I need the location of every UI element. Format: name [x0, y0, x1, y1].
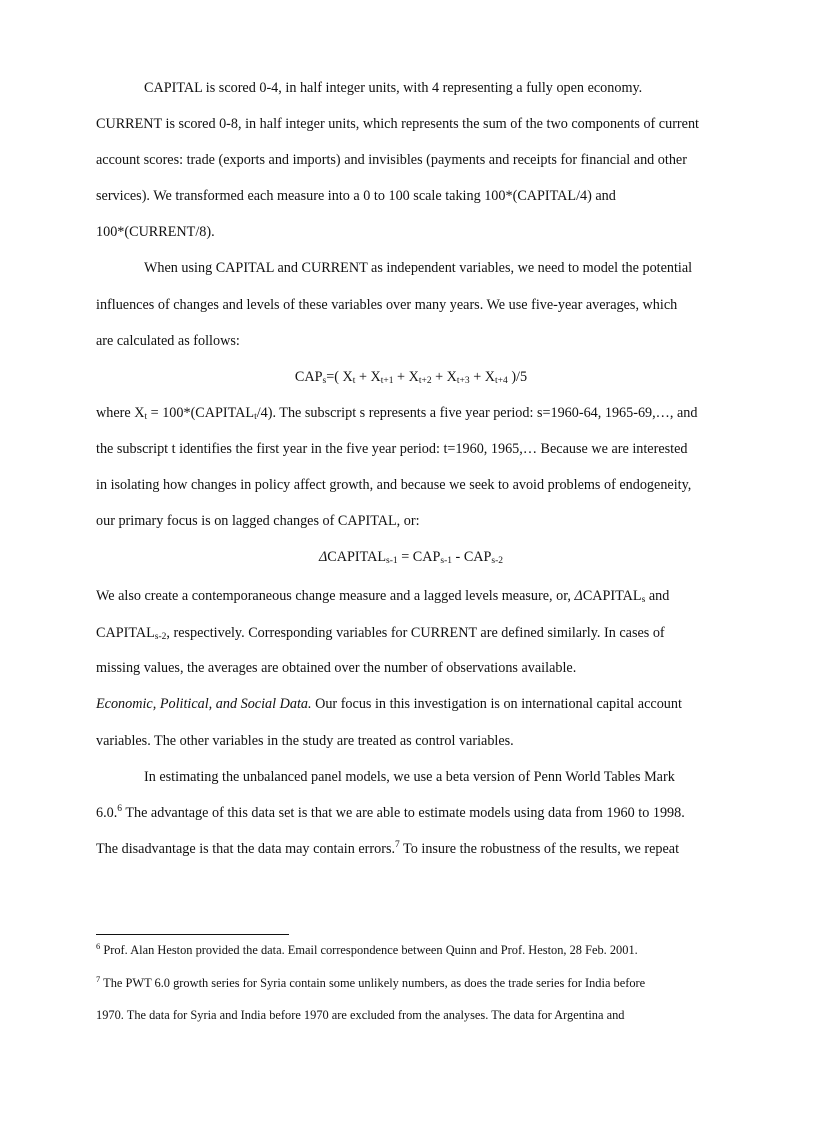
- eq-subscript: s-1: [386, 556, 398, 566]
- body-line: [96, 694, 682, 714]
- body-line: influences of changes and levels of these variables over many years. We use five-year averages, which: [96, 297, 678, 313]
- eq-subscript: t+3: [456, 376, 470, 386]
- body-line: In estimating the unbalanced panel models, we use a beta version of Penn World Tables Mark: [144, 769, 675, 785]
- text-run: The advantage of this data set is that we are able to estimate models using data from 1960 to 1998.: [122, 805, 685, 821]
- body-line: 100*(CURRENT/8).: [96, 224, 215, 240]
- text-run: where X: [96, 405, 145, 421]
- delta-symbol: Δ: [574, 588, 583, 604]
- body-line: in isolating how changes in policy affect growth, and because we seek to avoid problems of endogeneity,: [96, 477, 692, 493]
- eq-text: =( X: [326, 369, 353, 385]
- text-run: CAPITAL: [582, 588, 642, 604]
- eq-text: = CAP: [397, 549, 441, 565]
- body-line: CURRENT is scored 0-8, in half integer units, which represents the sum of the two components of current: [96, 116, 699, 132]
- footnote-6: [96, 941, 638, 959]
- body-line: [96, 403, 697, 423]
- text-run: = 100*(CAPITAL: [147, 405, 255, 421]
- eq-subscript: s-1: [440, 556, 452, 566]
- eq-text: + X: [355, 369, 381, 385]
- footnote-ref: 7: [395, 840, 400, 850]
- body-line: are calculated as follows:: [96, 333, 240, 349]
- subscript: t: [144, 412, 148, 422]
- eq-text: + X: [431, 369, 457, 385]
- body-line: When using CAPITAL and CURRENT as independent variables, we need to model the potential: [144, 260, 693, 276]
- footnote-ref: 6: [117, 804, 123, 814]
- eq-subscript: s: [322, 376, 327, 386]
- text-run: CAPITAL: [96, 625, 155, 641]
- eq-subscript: s-2: [491, 556, 504, 566]
- eq-subscript: t+2: [418, 376, 432, 386]
- body-line: services). We transformed each measure into a 0 to 100 scale taking 100*(CAPITAL/4) and: [96, 188, 616, 204]
- body-line: account scores: trade (exports and imports) and invisibles (payments and receipts for financial and other: [96, 152, 687, 168]
- footnote-text: The PWT 6.0 growth series for Syria contain some unlikely numbers, as does the trade series for India before: [100, 976, 646, 990]
- body-line: our primary focus is on lagged changes of CAPITAL, or:: [96, 513, 420, 529]
- body-line: missing values, the averages are obtained over the number of observations available.: [96, 660, 577, 676]
- body-line: [96, 839, 679, 859]
- subscript: s: [641, 595, 646, 605]
- text-run: 6.0.: [96, 805, 118, 821]
- text-run: To insure the robustness of the results, we repeat: [399, 841, 680, 857]
- body-line: variables. The other variables in the study are treated as control variables.: [96, 733, 514, 749]
- text-run: The disadvantage is that the data may contain errors.: [96, 841, 396, 857]
- eq-subscript: t+4: [495, 376, 508, 386]
- footnote-mark: 6: [96, 941, 101, 951]
- delta-symbol: Δ: [318, 549, 328, 565]
- eq-text: )/5: [507, 369, 528, 385]
- equation-cap-average: [96, 367, 726, 387]
- body-line: [96, 803, 685, 823]
- section-heading: Economic, Political, and Social Data.: [96, 696, 312, 712]
- footnote-7-continued: 1970. The data for Syria and India before 1970 are excluded from the analyses. The data for Argentina and: [96, 1008, 625, 1022]
- subscript: t: [254, 412, 257, 422]
- body-line: the subscript t identifies the first year in the five year period: t=1960, 1965,… Because we are interested: [96, 441, 688, 457]
- equation-delta-capital: [96, 547, 726, 567]
- subscript: s-2: [154, 632, 167, 642]
- body-line: [96, 586, 669, 606]
- eq-text: - CAP: [452, 549, 492, 565]
- footnote-7: [96, 974, 645, 992]
- text-run: and: [645, 588, 670, 604]
- eq-subscript: t: [352, 376, 356, 386]
- eq-text: + X: [469, 369, 496, 385]
- text-run: We also create a contemporaneous change measure and a lagged levels measure, or,: [96, 588, 575, 604]
- body-line: CAPITAL is scored 0-4, in half integer units, with 4 representing a fully open economy.: [144, 80, 643, 96]
- footnote-divider: [96, 934, 289, 935]
- eq-text: CAPITAL: [327, 549, 387, 565]
- eq-text: CAP: [294, 369, 323, 385]
- text-run: Our focus in this investigation is on international capital account: [311, 696, 682, 712]
- text-run: /4). The subscript s represents a five year period: s=1960-64, 1965-69,…, and: [256, 405, 698, 421]
- footnote-mark: 7: [96, 974, 101, 984]
- footnote-text: Prof. Alan Heston provided the data. Email correspondence between Quinn and Prof. Heston, 28 Feb. 2001.: [100, 943, 638, 957]
- eq-subscript: t+1: [380, 376, 394, 386]
- text-run: , respectively. Corresponding variables for CURRENT are defined similarly. In cases of: [166, 625, 665, 641]
- eq-text: + X: [393, 369, 419, 385]
- body-line: [96, 623, 665, 643]
